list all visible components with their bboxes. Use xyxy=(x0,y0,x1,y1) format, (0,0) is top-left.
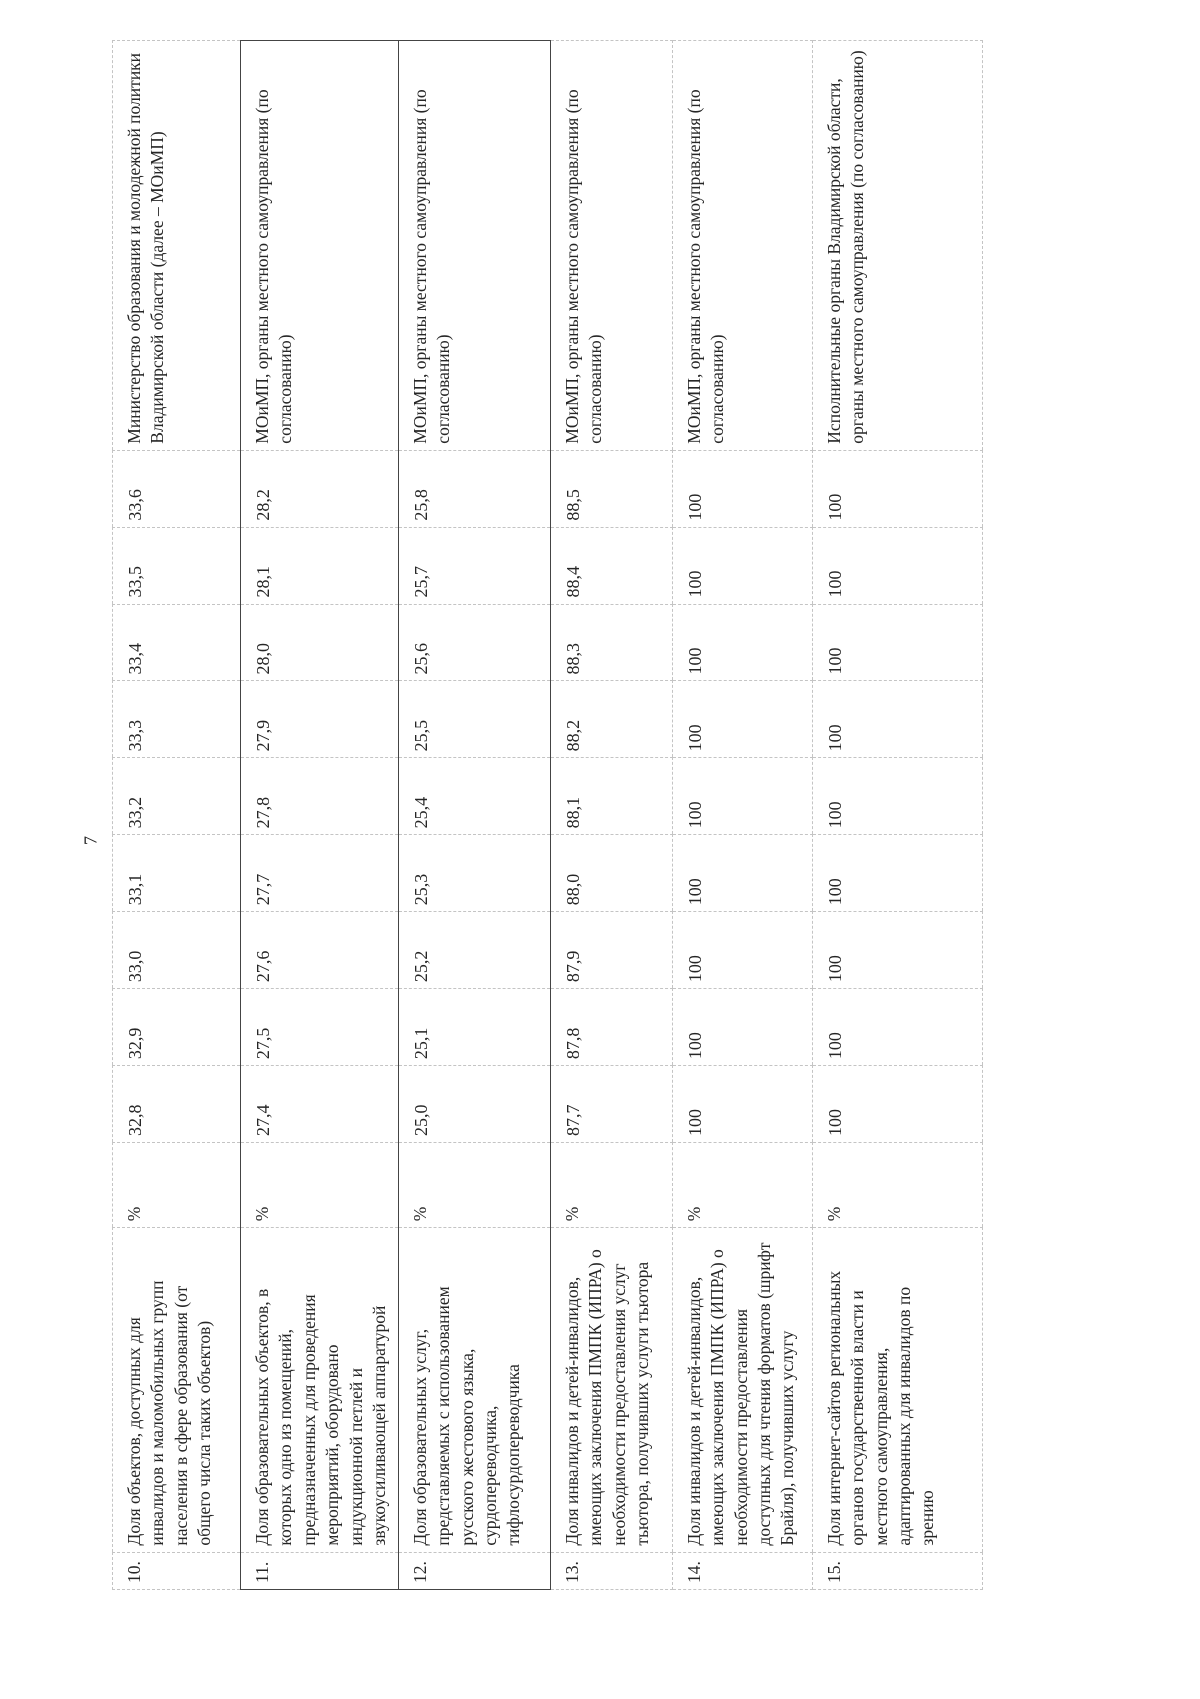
indicator-value: 25,3 xyxy=(398,835,550,912)
indicator-value: 100 xyxy=(812,1066,982,1143)
indicator-value: 100 xyxy=(672,989,812,1066)
indicator-value: 100 xyxy=(812,758,982,835)
responsible-executor: МОиМП, органы местного самоуправления (по согласованию) xyxy=(241,41,399,451)
indicator-value: 33,0 xyxy=(113,912,241,989)
unit-of-measure: % xyxy=(398,1143,550,1228)
indicator-value: 25,1 xyxy=(398,989,550,1066)
indicator-value: 100 xyxy=(672,527,812,604)
indicator-value: 33,1 xyxy=(113,835,241,912)
indicator-value: 33,3 xyxy=(113,681,241,758)
indicator-value: 87,9 xyxy=(550,912,672,989)
indicator-value: 32,9 xyxy=(113,989,241,1066)
indicator-value: 27,7 xyxy=(241,835,399,912)
row-number: 15. xyxy=(812,1552,982,1589)
indicator-value: 25,5 xyxy=(398,681,550,758)
indicator-value: 27,6 xyxy=(241,912,399,989)
indicator-value: 100 xyxy=(812,835,982,912)
unit-of-measure: % xyxy=(241,1143,399,1228)
indicator-value: 27,4 xyxy=(241,1066,399,1143)
table-row xyxy=(672,41,812,1590)
indicator-value: 100 xyxy=(672,912,812,989)
indicator-value: 87,8 xyxy=(550,989,672,1066)
indicator-value: 100 xyxy=(812,604,982,681)
rotated-table-container xyxy=(112,40,1092,1590)
indicator-value: 28,1 xyxy=(241,527,399,604)
unit-of-measure: % xyxy=(113,1143,241,1228)
responsible-executor: МОиМП, органы местного самоуправления (по согласованию) xyxy=(672,41,812,451)
indicator-value: 27,5 xyxy=(241,989,399,1066)
indicator-value: 100 xyxy=(812,912,982,989)
indicator-value: 88,2 xyxy=(550,681,672,758)
indicator-value: 33,5 xyxy=(113,527,241,604)
indicators-table xyxy=(112,40,983,1590)
indicator-value: 100 xyxy=(672,1066,812,1143)
row-number: 10. xyxy=(113,1552,241,1589)
indicator-value: 33,6 xyxy=(113,450,241,527)
indicator-value: 87,7 xyxy=(550,1066,672,1143)
indicator-value: 88,5 xyxy=(550,450,672,527)
responsible-executor: Министерство образования и молодежной политики Владимирской области (далее – МОиМП) xyxy=(113,41,241,451)
indicator-value: 28,2 xyxy=(241,450,399,527)
indicator-value: 27,8 xyxy=(241,758,399,835)
indicator-value: 100 xyxy=(812,989,982,1066)
row-number: 12. xyxy=(398,1552,550,1589)
indicator-value: 100 xyxy=(672,604,812,681)
indicator-value: 100 xyxy=(672,758,812,835)
indicator-value: 100 xyxy=(672,681,812,758)
indicator-value: 88,4 xyxy=(550,527,672,604)
indicator-name: Доля образовательных объектов, в которых одно из помещений, предназначенных для проведения мероприятий, оборудовано индукционной петлей и звукоусиливающей аппаратурой xyxy=(241,1228,399,1552)
row-number: 11. xyxy=(241,1552,399,1589)
row-number: 14. xyxy=(672,1552,812,1589)
indicator-name: Доля образовательных услуг, представляемых с использованием русского жестового языка, сурдопереводчика, тифлосурдопереводчика xyxy=(398,1228,550,1552)
unit-of-measure: % xyxy=(672,1143,812,1228)
table-row xyxy=(398,41,550,1590)
indicator-value: 25,7 xyxy=(398,527,550,604)
indicator-value: 25,4 xyxy=(398,758,550,835)
indicator-value: 32,8 xyxy=(113,1066,241,1143)
indicator-value: 100 xyxy=(672,835,812,912)
indicator-name: Доля интернет-сайтов региональных органов государственной власти и местного самоуправления, адаптированных для инвалидов по зрению xyxy=(812,1228,982,1552)
indicator-value: 28,0 xyxy=(241,604,399,681)
table-row xyxy=(241,41,399,1590)
page-number: 7 xyxy=(80,836,101,845)
unit-of-measure: % xyxy=(812,1143,982,1228)
indicator-value: 88,3 xyxy=(550,604,672,681)
indicator-value: 100 xyxy=(812,450,982,527)
indicator-value: 88,0 xyxy=(550,835,672,912)
table-row xyxy=(113,41,241,1590)
indicator-value: 25,8 xyxy=(398,450,550,527)
table-row xyxy=(812,41,982,1590)
unit-of-measure: % xyxy=(550,1143,672,1228)
indicator-name: Доля инвалидов и детей-инвалидов, имеющих заключения ПМПК (ИПРА) о необходимости предоставления услуг тьютора, получивших услуги тьютора xyxy=(550,1228,672,1552)
indicator-value: 27,9 xyxy=(241,681,399,758)
responsible-executor: МОиМП, органы местного самоуправления (по согласованию) xyxy=(550,41,672,451)
indicator-value: 25,0 xyxy=(398,1066,550,1143)
table-row xyxy=(550,41,672,1590)
indicator-value: 100 xyxy=(672,450,812,527)
responsible-executor: Исполнительные органы Владимирской области, органы местного самоуправления (по согласованию) xyxy=(812,41,982,451)
responsible-executor: МОиМП, органы местного самоуправления (по согласованию) xyxy=(398,41,550,451)
indicator-value: 100 xyxy=(812,681,982,758)
row-number: 13. xyxy=(550,1552,672,1589)
indicator-value: 100 xyxy=(812,527,982,604)
indicator-name: Доля инвалидов и детей-инвалидов, имеющих заключения ПМПК (ИПРА) о необходимости предоставления доступных для чтения форматов (шрифт Брайля), получивших услугу xyxy=(672,1228,812,1552)
indicator-value: 88,1 xyxy=(550,758,672,835)
indicator-value: 33,4 xyxy=(113,604,241,681)
indicator-value: 25,2 xyxy=(398,912,550,989)
indicator-value: 33,2 xyxy=(113,758,241,835)
indicator-value: 25,6 xyxy=(398,604,550,681)
indicator-name: Доля объектов, доступных для инвалидов и маломобильных групп населения в сфере образования (от общего числа таких объектов) xyxy=(113,1228,241,1552)
